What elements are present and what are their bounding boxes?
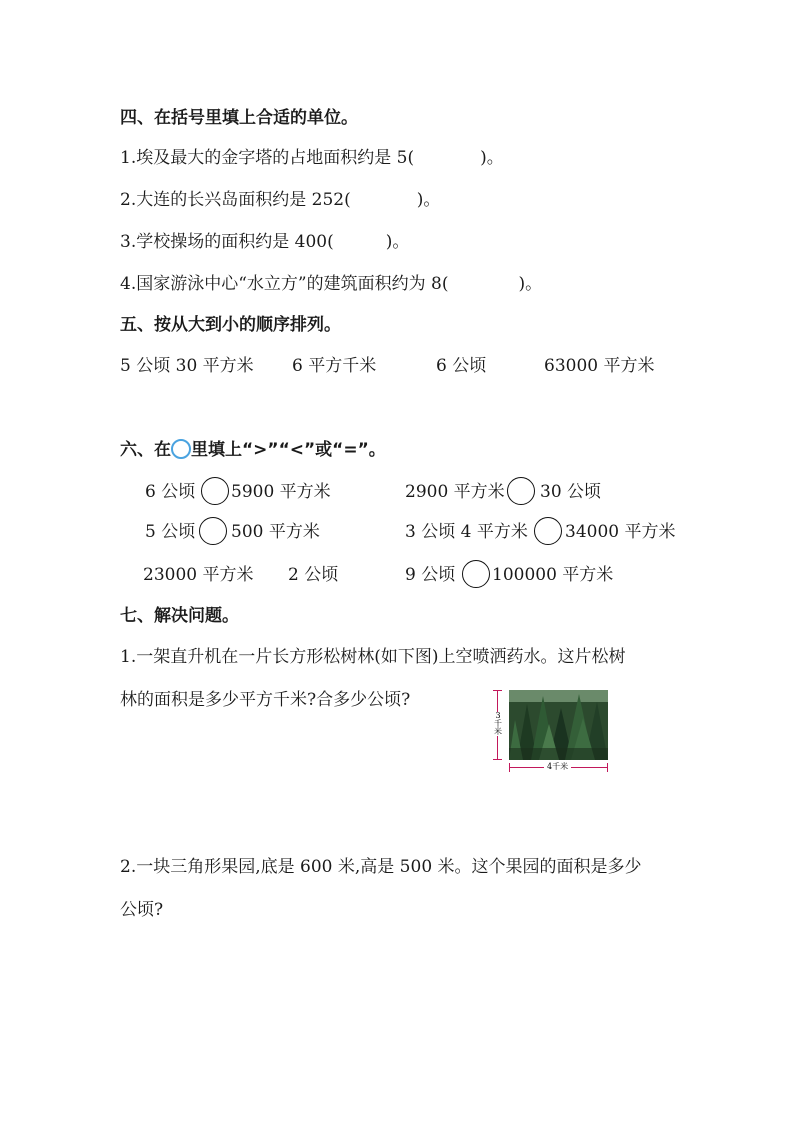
q3-line	[120, 231, 409, 253]
height-label: 3千米	[494, 711, 502, 736]
problem1-line1: 1.一架直升机在一片长方形松树林(如下图)上空喷洒药水。这片松树	[120, 647, 626, 667]
compare-right-b: 34000 平方米	[565, 522, 676, 542]
section6-heading-pre: 六、在	[120, 440, 171, 460]
compare-left-a: 23000 平方米	[143, 565, 254, 585]
section6-heading-post: 里填上“>”“<”或“=”。	[191, 440, 386, 460]
width-label: 4千米	[544, 763, 571, 771]
q2-line	[120, 189, 440, 211]
compare-circle[interactable]	[534, 517, 562, 545]
section6-heading	[120, 439, 386, 461]
compare-left-b: 2 公顷	[288, 565, 339, 585]
compare-right-a: 3 公顷 4 平方米	[405, 522, 528, 542]
compare-circle[interactable]	[201, 477, 229, 505]
height-tick	[493, 690, 502, 691]
q2-close: )。	[416, 190, 441, 210]
q4-close: )。	[518, 274, 543, 294]
q1-close: )。	[480, 148, 504, 168]
compare-circle[interactable]	[199, 517, 227, 545]
width-tick	[607, 763, 608, 772]
section5-heading: 五、按从大到小的顺序排列。	[120, 315, 341, 335]
section4-heading: 四、在括号里填上合适的单位。	[120, 108, 358, 128]
pine-forest-image	[509, 690, 608, 760]
problem2-line2: 公顷?	[120, 900, 164, 920]
order-item: 6 平方千米	[292, 356, 377, 376]
q1-line	[120, 147, 504, 169]
order-item: 63000 平方米	[544, 356, 655, 376]
height-tick	[493, 759, 502, 760]
compare-circle[interactable]	[507, 477, 535, 505]
q1-text: 1.埃及最大的金字塔的占地面积约是 5(	[120, 148, 415, 168]
compare-right-a: 9 公顷	[405, 565, 456, 585]
q4-text: 4.国家游泳中心“水立方”的建筑面积约为 8(	[120, 274, 449, 294]
problem1-line2: 林的面积是多少平方千米?合多少公顷?	[120, 690, 411, 710]
q3-text: 3.学校操场的面积约是 400(	[120, 232, 334, 252]
compare-right-a: 2900 平方米	[405, 482, 505, 502]
compare-left-a: 6 公顷	[145, 482, 196, 502]
compare-left-a: 5 公顷	[145, 522, 196, 542]
compare-right-b: 100000 平方米	[492, 565, 614, 585]
q4-line	[120, 273, 542, 295]
circle-icon	[171, 439, 191, 459]
compare-left-b: 500 平方米	[231, 522, 320, 542]
q3-close: )。	[385, 232, 410, 252]
order-item: 5 公顷 30 平方米	[120, 356, 254, 376]
compare-right-b: 30 公顷	[540, 482, 602, 502]
compare-left-b: 5900 平方米	[231, 482, 331, 502]
compare-circle[interactable]	[462, 560, 490, 588]
order-item: 6 公顷	[436, 356, 487, 376]
problem2-line1: 2.一块三角形果园,底是 600 米,高是 500 米。这个果园的面积是多少	[120, 857, 642, 877]
section7-heading: 七、解决问题。	[120, 606, 239, 626]
q2-text: 2.大连的长兴岛面积约是 252(	[120, 190, 351, 210]
width-tick	[509, 763, 510, 772]
